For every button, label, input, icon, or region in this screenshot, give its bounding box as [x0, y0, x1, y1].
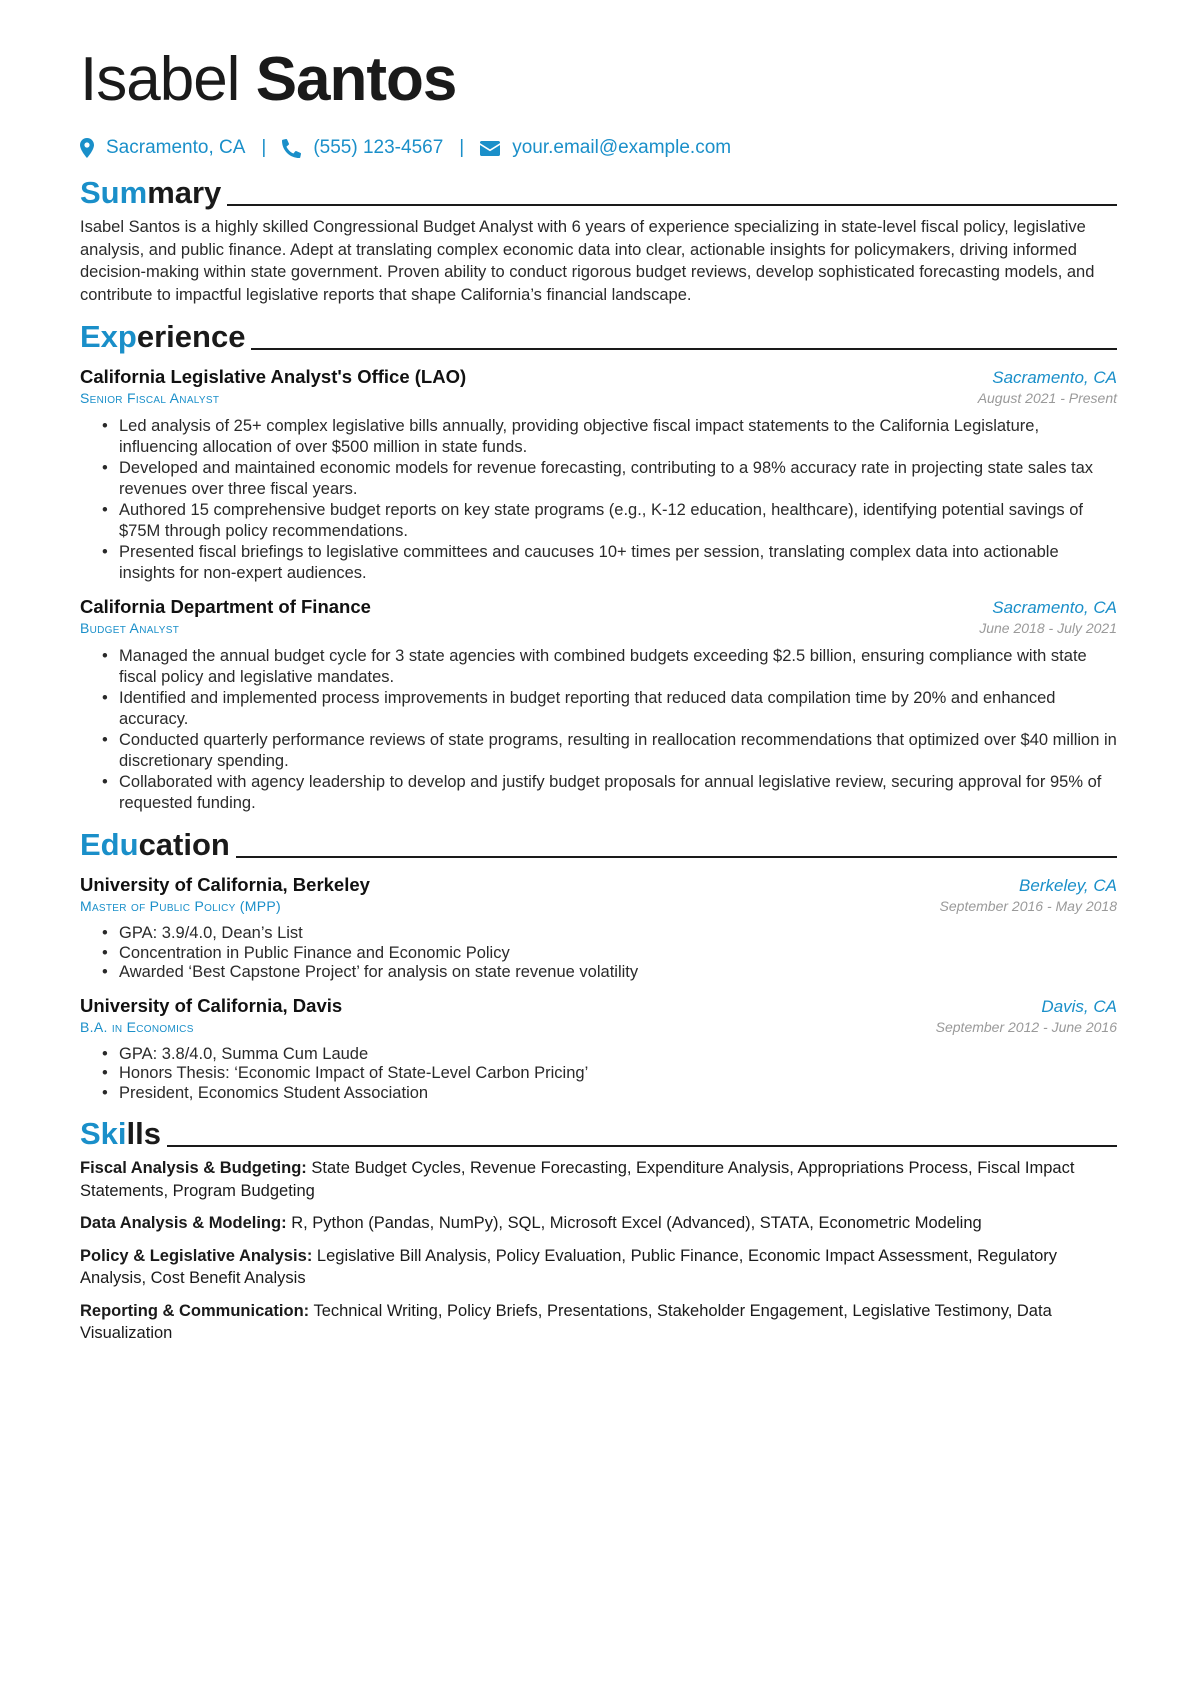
bullet-list: [80, 924, 1117, 983]
skill-category: Fiscal Analysis & Budgeting:: [80, 1159, 307, 1177]
first-name: Isabel: [80, 45, 240, 114]
heading-accent: Sum: [80, 175, 148, 210]
school-name: University of California, Berkeley: [80, 874, 370, 895]
bullet-item: • Honors Thesis: ‘Economic Impact of State-Level Carbon Pricing’: [102, 1064, 1117, 1084]
skill-group: [80, 1212, 1117, 1235]
phone-icon: [282, 139, 301, 158]
bullet-item: • GPA: 3.8/4.0, Summa Cum Laude: [102, 1045, 1117, 1065]
email-text: your.email@example.com: [512, 137, 732, 158]
bullet-item: • Collaborated with agency leadership to develop and justify budget proposals for annual legislative review, securing approval for 95% of requested funding.: [102, 772, 1117, 814]
heading-rest: mary: [147, 175, 222, 210]
education-entry: [80, 995, 1117, 1104]
section-rule: [167, 1145, 1117, 1147]
envelope-icon: [480, 141, 500, 156]
location-text: Sacramento, CA: [106, 137, 246, 158]
heading-rest: erience: [136, 319, 246, 354]
bullet-list: [80, 1045, 1117, 1104]
bullet-item: • Awarded ‘Best Capstone Project’ for analysis on state revenue volatility: [102, 963, 1117, 983]
contact-bar: [80, 134, 1117, 162]
school-name: University of California, Davis: [80, 994, 343, 1016]
entry-dates: June 2018 - July 2021: [979, 620, 1117, 636]
skill-category: Data Analysis & Modeling:: [80, 1214, 287, 1232]
bullet-item: • Presented fiscal briefings to legislative committees and caucuses 10+ times per session, translating complex data into actionable insights for non-expert audiences.: [102, 542, 1117, 584]
candidate-name: [80, 40, 1117, 120]
heading-accent: Exp: [80, 319, 137, 354]
entry-dates: September 2012 - June 2016: [935, 1018, 1117, 1035]
experience-entry: [80, 596, 1117, 814]
phone-text: (555) 123-4567: [313, 137, 444, 158]
bullet-item: • Concentration in Public Finance and Economic Policy: [102, 944, 1117, 964]
contact-separator: |: [459, 137, 465, 158]
contact-location: [80, 137, 245, 159]
job-title: Senior Fiscal Analyst: [80, 390, 220, 406]
employer-name: California Department of Finance: [80, 596, 371, 617]
map-pin-icon: [80, 138, 94, 158]
heading-rest: lls: [126, 1116, 161, 1151]
education-heading: [80, 824, 1117, 864]
skills-list: [80, 1157, 1117, 1345]
last-name: Santos: [255, 45, 457, 114]
bullet-list: [80, 416, 1117, 584]
heading-accent: Edu: [80, 827, 139, 862]
education-entry: [80, 874, 1117, 983]
summary-text: Isabel Santos is a highly skilled Congressional Budget Analyst with 6 years of experience specializing in state-level fiscal policy, legislative analysis, and public finance. Adept at translating complex economic data into clear, actionable insights for policymakers, driving informed decision-making within state government. Proven ability to conduct rigorous budget reviews, develop sophisticated forecasting models, and contribute to impactful legislative reports that shape California’s financial landscape.: [80, 218, 1095, 304]
skill-group: [80, 1157, 1117, 1202]
section-rule: [251, 348, 1117, 350]
entry-location: Sacramento, CA: [992, 368, 1117, 387]
bullet-item: • Developed and maintained economic models for revenue forecasting, contributing to a 98% accuracy rate in projecting state sales tax revenues over three fiscal years.: [102, 458, 1117, 500]
entry-location: Sacramento, CA: [992, 598, 1117, 617]
experience-entry: [80, 366, 1117, 584]
entry-location: Berkeley, CA: [1019, 876, 1117, 895]
bullet-item: • GPA: 3.9/4.0, Dean’s List: [102, 924, 1117, 944]
bullet-item: • President, Economics Student Association: [102, 1084, 1117, 1104]
bullet-item: • Conducted quarterly performance reviews of state programs, resulting in reallocation recommendations that optimized over $40 million in discretionary spending.: [102, 730, 1117, 772]
bullet-item: • Managed the annual budget cycle for 3 state agencies with combined budgets exceeding $2.5 billion, ensuring compliance with state fiscal policy and legislative mandates.: [102, 646, 1117, 688]
skill-category: Reporting & Communication:: [80, 1301, 310, 1320]
entry-dates: August 2021 - Present: [977, 390, 1117, 406]
experience-heading: [80, 316, 1117, 356]
job-title: Budget Analyst: [80, 620, 180, 636]
entry-dates: September 2016 - May 2018: [939, 898, 1117, 914]
degree: B.A. in Economics: [80, 1018, 194, 1035]
bullet-item: • Identified and implemented process improvements in budget reporting that reduced data compilation time by 20% and enhanced accuracy.: [102, 688, 1117, 730]
summary-heading: [80, 172, 1117, 212]
skill-values: State Budget Cycles, Revenue Forecasting, Expenditure Analysis, Appropriations Process, Fiscal Impact Statements, Program Budgeting: [80, 1159, 1075, 1200]
section-rule: [236, 856, 1117, 858]
contact-phone[interactable]: [282, 137, 443, 159]
skill-category: Policy & Legislative Analysis:: [80, 1246, 313, 1265]
skill-group: [80, 1300, 1117, 1345]
skill-values: Technical Writing, Policy Briefs, Presentations, Stakeholder Engagement, Legislative Testimony, Data Visualization: [80, 1301, 1052, 1342]
heading-rest: cation: [138, 827, 230, 862]
contact-email[interactable]: [480, 137, 731, 159]
entry-location: Davis, CA: [1041, 996, 1117, 1016]
bullet-item: • Led analysis of 25+ complex legislative bills annually, providing objective fiscal impact statements to the California Legislature, influencing allocation of over $500 million in state funds.: [102, 416, 1117, 458]
skill-values: R, Python (Pandas, NumPy), SQL, Microsoft Excel (Advanced), STATA, Econometric Modeling: [291, 1214, 982, 1232]
employer-name: California Legislative Analyst's Office (LAO): [80, 366, 467, 387]
skill-group: [80, 1245, 1117, 1290]
skills-heading: [80, 1113, 1117, 1153]
skill-values: Legislative Bill Analysis, Policy Evaluation, Public Finance, Economic Impact Assessment, Regulatory Analysis, Cost Benefit Analysis: [80, 1246, 1058, 1287]
heading-accent: Ski: [80, 1116, 127, 1151]
bullet-item: • Authored 15 comprehensive budget reports on key state programs (e.g., K-12 education, healthcare), identifying potential savings of $75M through policy recommendations.: [102, 500, 1117, 542]
resume-page: [80, 40, 1117, 1355]
contact-separator: |: [261, 137, 267, 158]
degree: Master of Public Policy (MPP): [80, 898, 281, 914]
bullet-list: [80, 646, 1117, 814]
section-rule: [227, 204, 1117, 206]
